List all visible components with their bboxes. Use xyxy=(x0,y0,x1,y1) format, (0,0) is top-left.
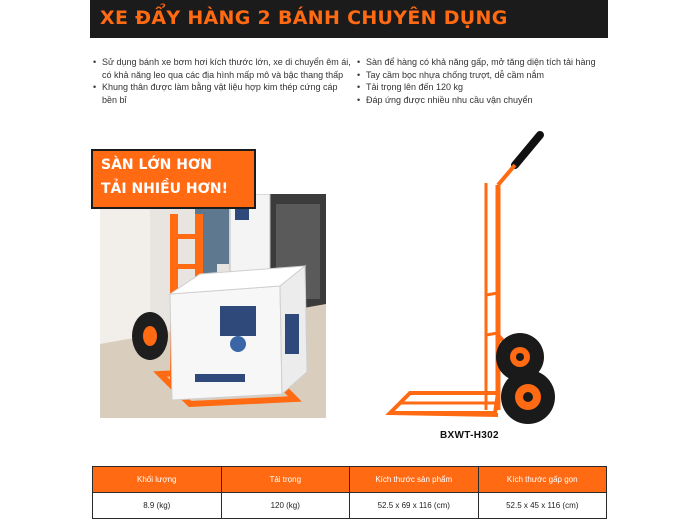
feature-item: • Tải trọng lên đến 120 kg xyxy=(356,81,606,94)
spec-table xyxy=(92,466,607,519)
table-cell: 120 (kg) xyxy=(221,493,350,519)
header-bar xyxy=(90,0,608,38)
callout-line-2: TẢI NHIỀU HƠN! xyxy=(101,181,228,197)
table-cell: 8.9 (kg) xyxy=(93,493,222,519)
feature-item: • Sàn để hàng có khả năng gấp, mở tăng diện tích tải hàng xyxy=(356,56,606,69)
callout-line-1: SÀN LỚN HƠN xyxy=(101,157,212,173)
feature-item: • Sử dụng bánh xe bơm hơi kích thước lớn, xe di chuyển êm ái, có khả năng leo qua các địa hình mấp mô và bậc thang thấp xyxy=(92,56,354,81)
features-left xyxy=(92,56,354,106)
table-row xyxy=(93,493,607,519)
feature-item: • Khung thân được làm bằng vật liệu hợp kim thép cứng cáp bền bỉ xyxy=(92,81,354,106)
column-header: Tải trọng xyxy=(221,467,350,493)
feature-item: • Đáp ứng được nhiều nhu cầu vận chuyển xyxy=(356,94,606,107)
column-header: Kích thước gấp gọn xyxy=(478,467,607,493)
usage-photo xyxy=(100,194,326,418)
table-cell: 52.5 x 45 x 116 (cm) xyxy=(478,493,607,519)
page-title: XE ĐẨY HÀNG 2 BÁNH CHUYÊN DỤNG xyxy=(100,7,508,29)
column-header: Khối lượng xyxy=(93,467,222,493)
feature-item: • Tay cầm bọc nhựa chống trượt, dễ cầm nắm xyxy=(356,69,606,82)
product-image xyxy=(370,125,600,425)
usage-photo-illustration xyxy=(100,194,326,418)
table-header-row xyxy=(93,467,607,493)
callout-banner xyxy=(91,149,256,209)
hand-truck-illustration xyxy=(370,125,600,425)
product-model: BXWT-H302 xyxy=(440,430,499,441)
column-header: Kích thước sản phẩm xyxy=(350,467,479,493)
table-cell: 52.5 x 69 x 116 (cm) xyxy=(350,493,479,519)
features-right xyxy=(356,56,606,106)
